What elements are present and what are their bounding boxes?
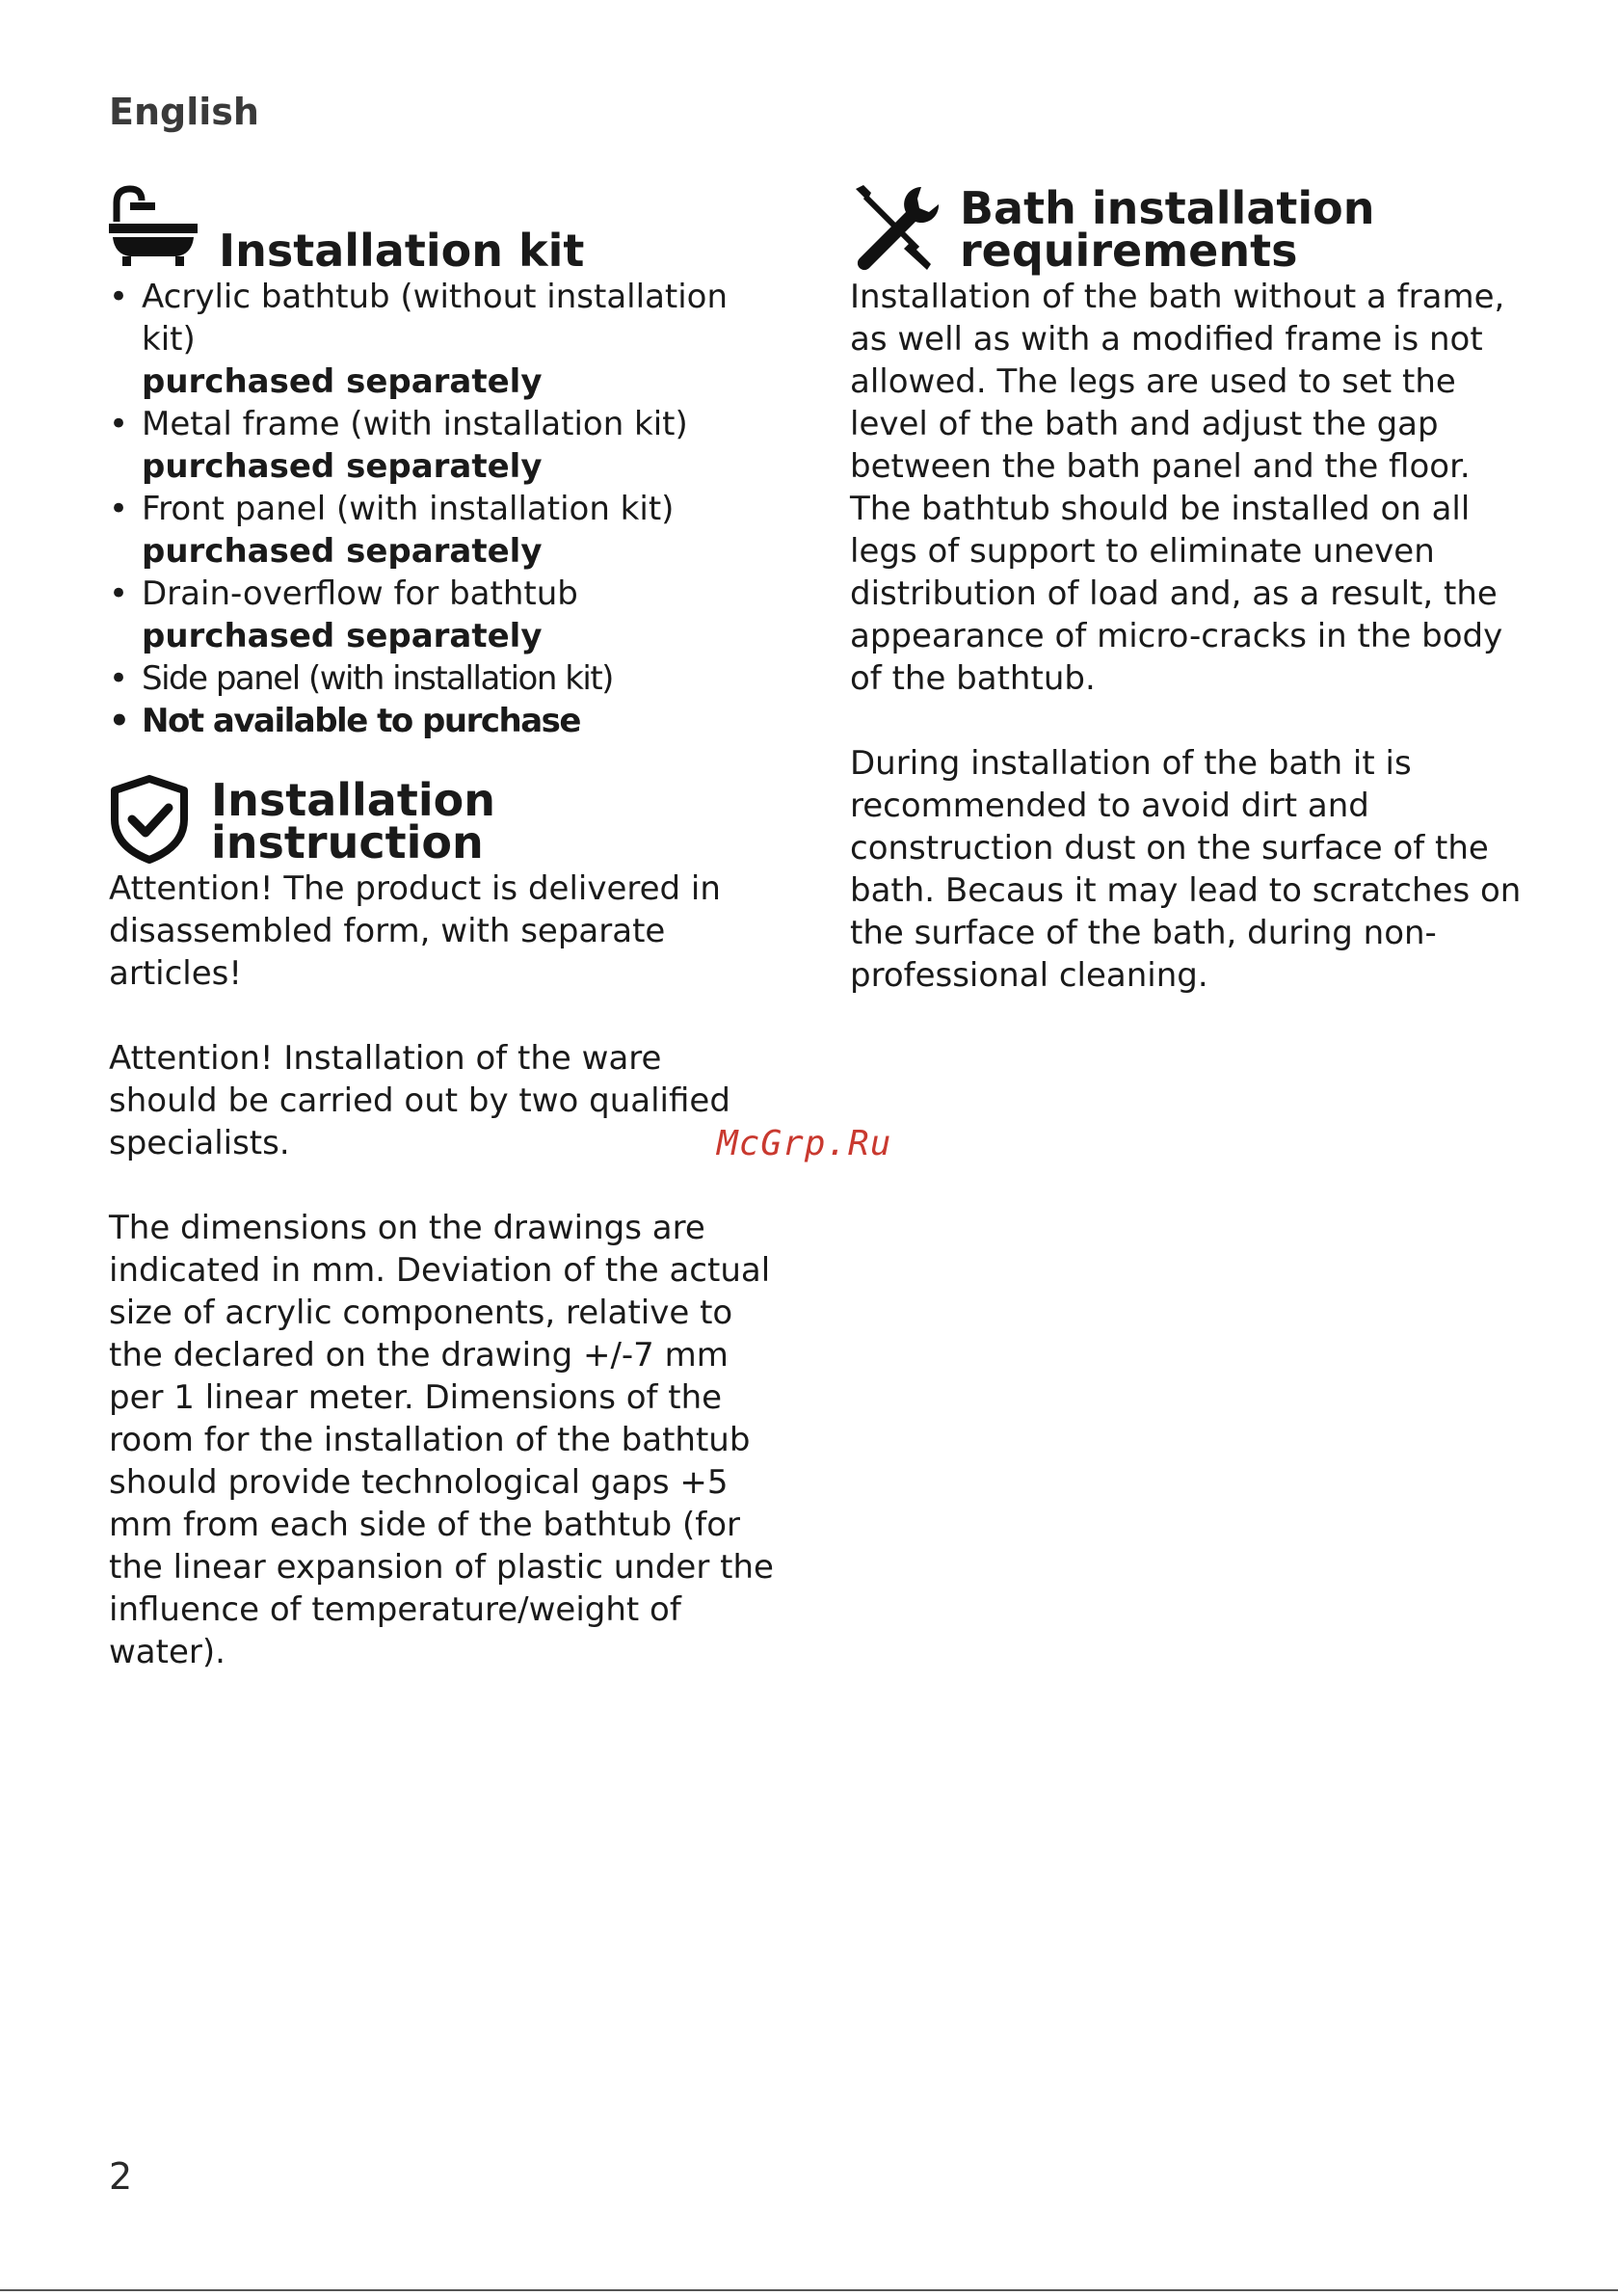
watermark: McGrp.Ru xyxy=(717,1124,892,1163)
left-column xyxy=(109,183,774,1673)
bath-requirements-heading xyxy=(850,182,1525,277)
page-number: 2 xyxy=(109,2155,133,2198)
instruction-paragraph: The dimensions on the drawings are indicated in mm. Deviation of the actual size of acrylic components, relative to the declared on the drawing +/-7 mm per 1 linear meter. Dimensions of the room for the installation of the bathtub should provide technological gaps +5 mm from each side of the bathtub (for the linear expansion of plastic under the influence of temperature/weight of water). xyxy=(109,1209,774,1671)
requirements-paragraph: During installation of the bath it is recommended to avoid dirt and construction dust on the surface of the bath. Becaus it may lead to scratches on the surface of the bath, during non-professional cleaning. xyxy=(850,744,1522,995)
installation-instruction-heading xyxy=(109,774,774,868)
installation-kit-list xyxy=(109,276,774,742)
installation-kit-heading xyxy=(109,183,774,277)
requirements-paragraph: Installation of the bath without a frame, as well as with a modified frame is not allowed. The legs are used to set the level of the bath and adjust the gap between the bath panel and the floor. The bathtub should be installed on all legs of support to eliminate uneven distribution of load and, as a result, the appearance of micro-cracks in the body of the bathtub. xyxy=(850,278,1505,698)
list-item: • Front panel (with installation kit) purchased separately xyxy=(109,490,675,571)
installation-instruction-title: Installation instruction xyxy=(211,774,495,868)
right-column xyxy=(850,183,1525,997)
bottom-divider xyxy=(0,2289,1618,2291)
instruction-paragraph: Attention! Installation of the ware should be carried out by two qualified specialists. xyxy=(109,1039,730,1162)
installation-kit-title: Installation kit xyxy=(219,225,585,277)
bath-requirements-title: Bath installation requirements xyxy=(960,182,1375,277)
list-item: • Acrylic bathtub (without installation kit) purchased separately xyxy=(109,278,729,401)
wrench-screwdriver-icon xyxy=(850,183,939,272)
list-item: • Metal frame (with installation kit) purchased separately xyxy=(109,405,688,486)
list-item: • Not available to purchase xyxy=(109,702,580,740)
bathtub-icon xyxy=(109,183,198,272)
instruction-paragraph: Attention! The product is delivered in disassembled form, with separate articles! xyxy=(109,869,721,993)
list-item: • Side panel (with installation kit) xyxy=(109,659,613,698)
language-label: English xyxy=(109,91,259,133)
list-item: • Drain-overflow for bathtub purchased separately xyxy=(109,574,578,655)
shield-check-icon xyxy=(109,775,190,864)
